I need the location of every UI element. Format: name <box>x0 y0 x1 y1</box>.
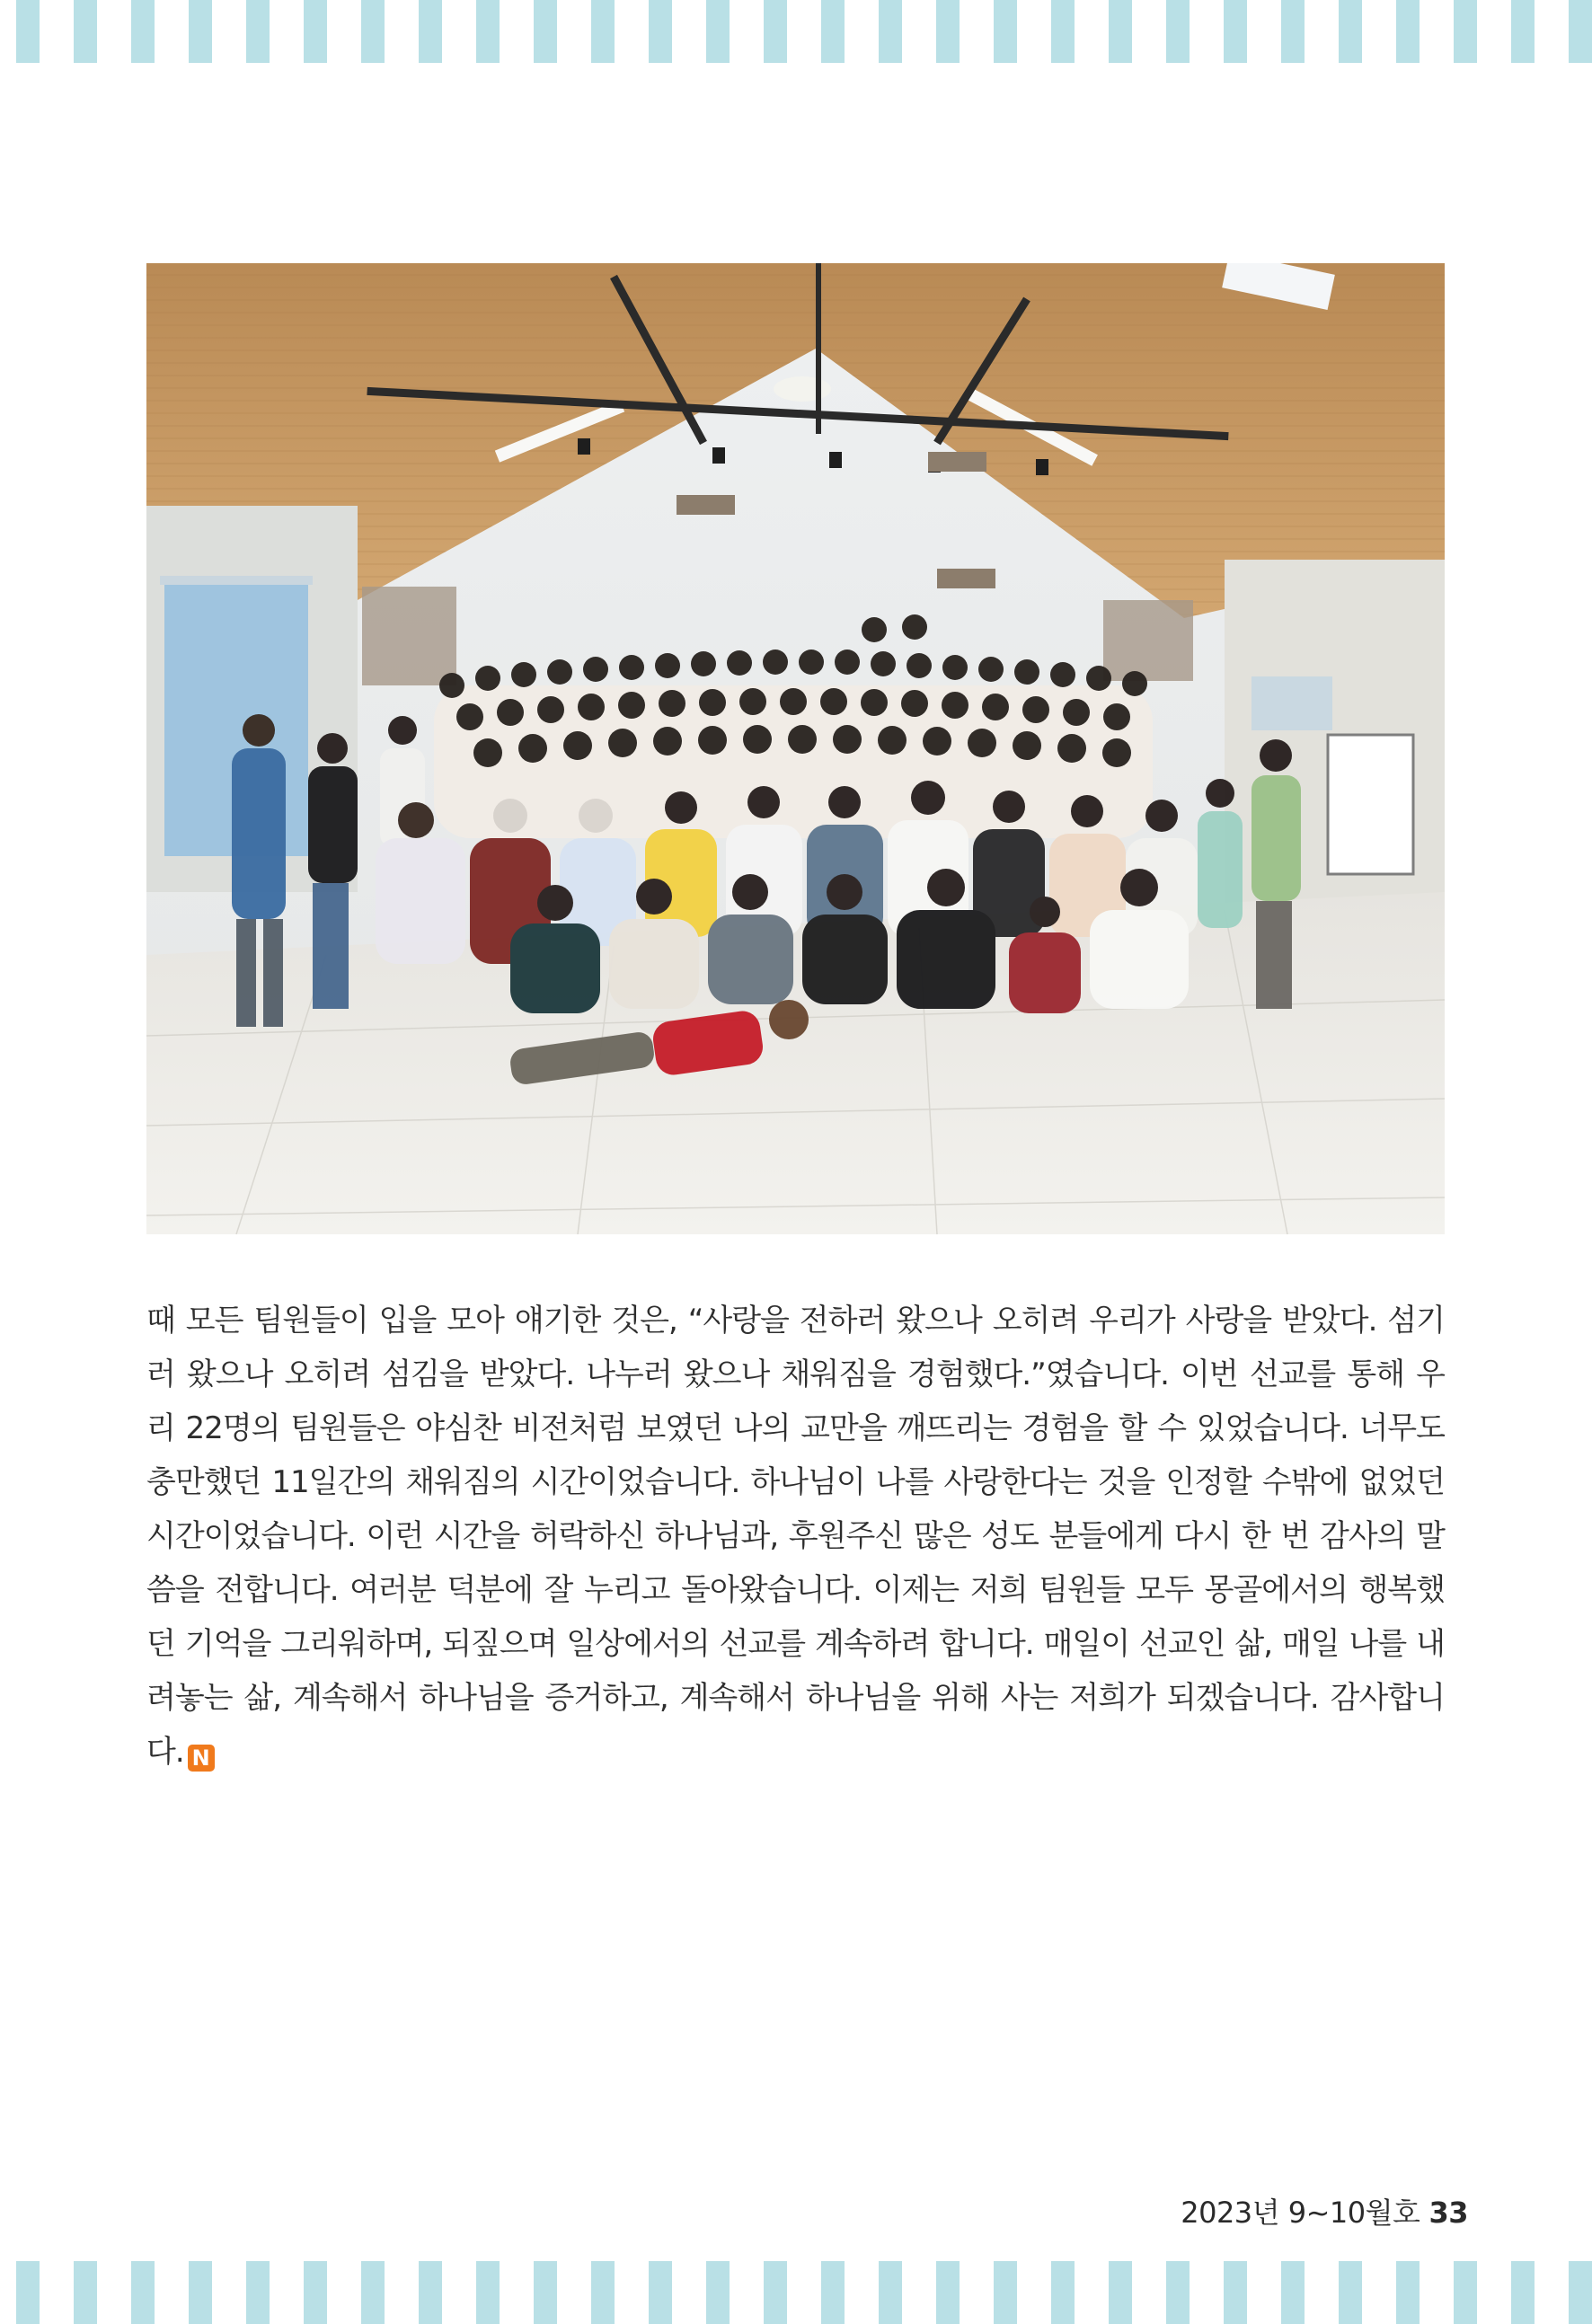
group-photo <box>146 263 1445 1234</box>
end-mark-icon: N <box>188 1745 215 1772</box>
article-paragraph <box>146 1294 1445 1779</box>
page-footer <box>1181 2190 1468 2231</box>
issue-label: 2023년 9~10월호 <box>1181 2196 1420 2230</box>
top-stripe-border <box>0 0 1592 63</box>
bottom-stripe-border <box>0 2261 1592 2324</box>
group-photo-illustration <box>146 263 1445 1234</box>
article-body <box>146 1294 1445 1779</box>
article-paragraph-text: 때 모든 팀원들이 입을 모아 얘기한 것은, “사랑을 전하러 왔으나 오히려 우리가 사랑을 받았다. 섬기러 왔으나 오히려 섬김을 받았다. 나누러 왔으나 채워짐을 경험했다.”였습니다. 이번 선교를 통해 우리 22명의 팀원들은 야심찬 비전처럼 보였던 나의 교만을 깨뜨리는 경험을 할 수 있었습니다. 너무도 충만했던 11일간의 채워짐의 시간이었습니다. 하나님이 나를 사랑한다는 것을 인정할 수밖에 없었던 시간이었습니다. 이런 시간을 허락하신 하나님과, 후원주신 많은 성도 분들에게 다시 한 번 감사의 말씀을 전합니다. 여러분 덕분에 잘 누리고 돌아왔습니다. 이제는 저희 팀원들 모두 몽골에서의 행복했던 기억을 그리워하며, 되짚으며 일상에서의 선교를 계속하려 합니다. 매일이 선교인 삶, 매일 나를 내려놓는 삶, 계속해서 하나님을 증거하고, 계속해서 하나님을 위해 사는 저희가 되겠습니다. 감사합니다. <box>146 1303 1445 1770</box>
page-number: 33 <box>1428 2196 1468 2230</box>
